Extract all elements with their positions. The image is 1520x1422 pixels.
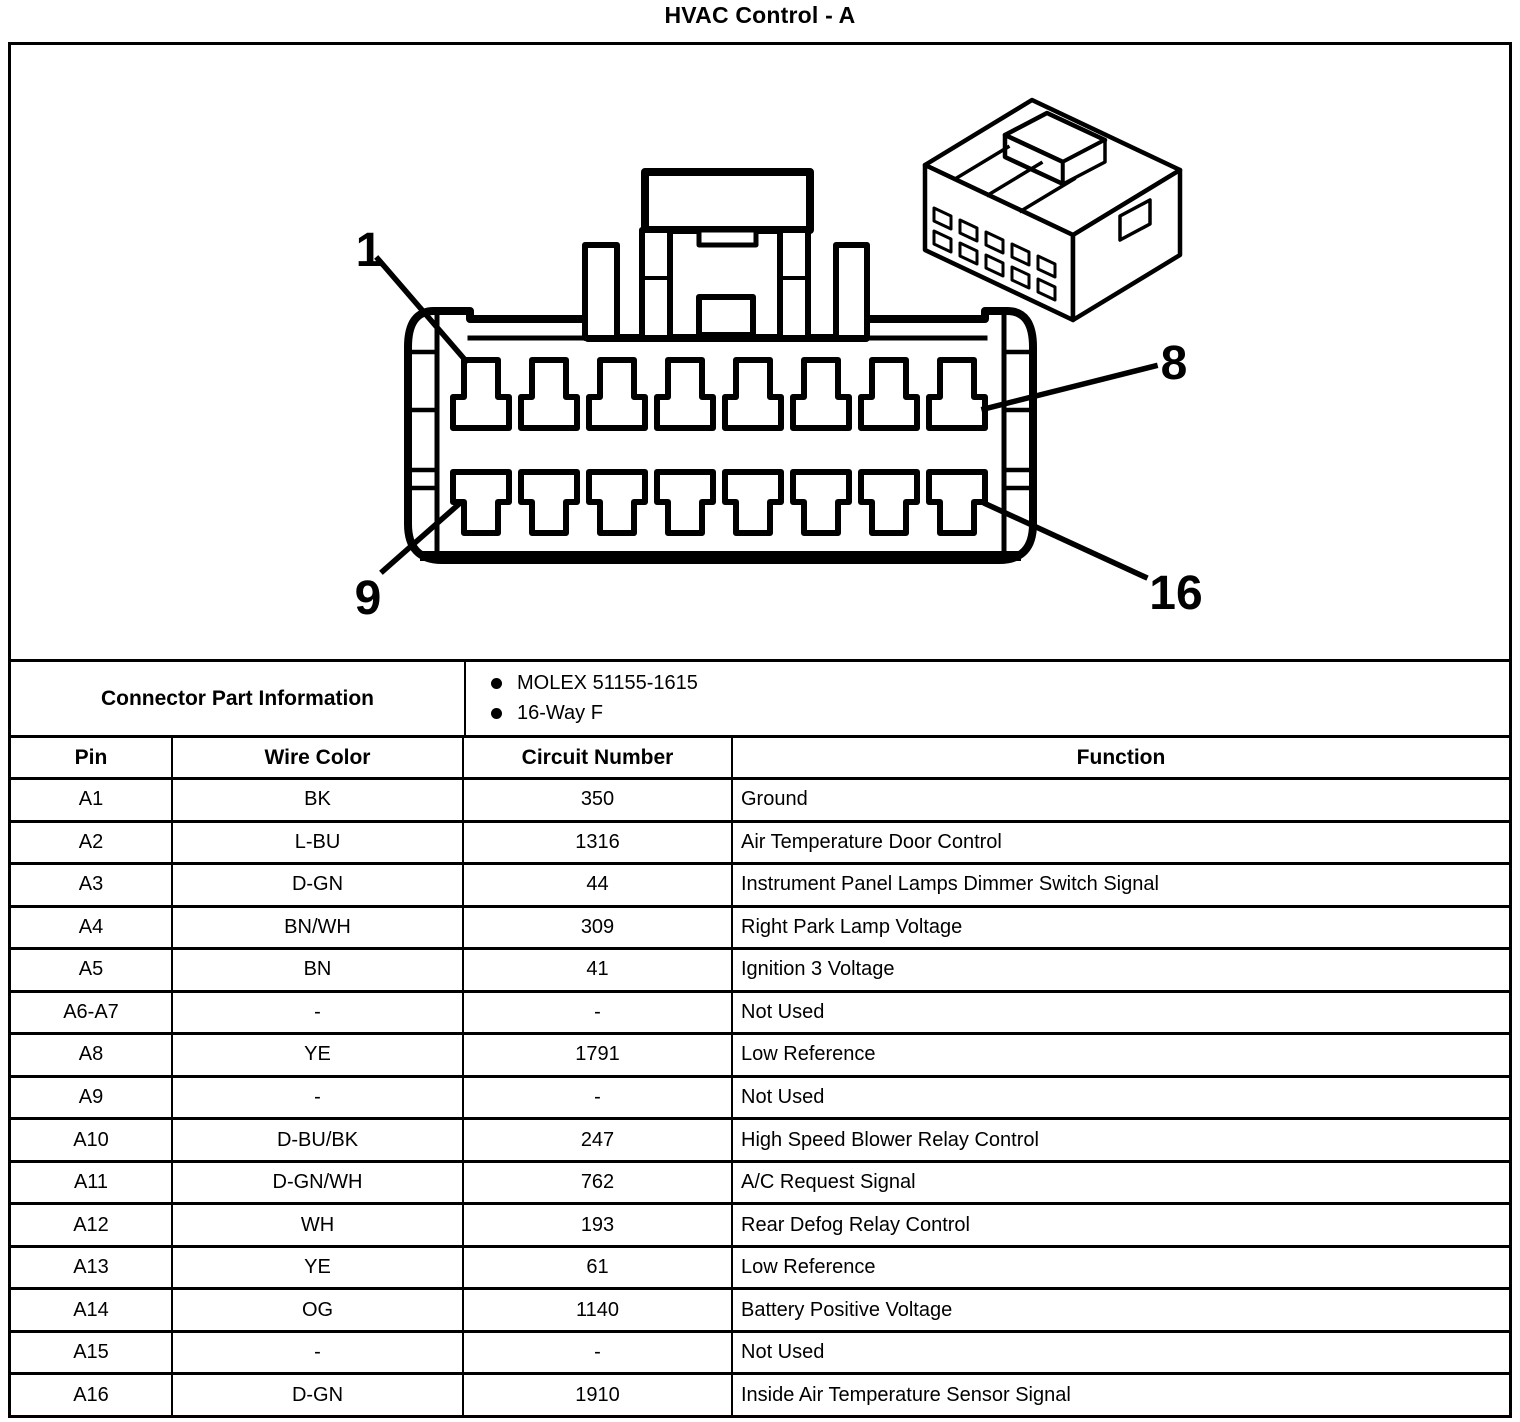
connector-sheet [8, 42, 1512, 1418]
header-function [733, 738, 1509, 777]
cell-circuit: 44 [464, 865, 733, 905]
cell-pin: A6-A7 [11, 993, 173, 1033]
cell-circuit: 1140 [464, 1290, 733, 1330]
pin8-callout: 8 [1160, 337, 1188, 390]
cell-pin: A2 [11, 823, 173, 863]
cell-function: Ignition 3 Voltage [741, 958, 895, 981]
table-row [11, 823, 1509, 866]
cell-circuit: 193 [464, 1205, 733, 1245]
table-body [11, 780, 1509, 1415]
cell-circuit: - [464, 993, 733, 1033]
cell-pin: A12 [11, 1205, 173, 1245]
connector-diagram [11, 45, 1509, 659]
cell-wire-color: YE [173, 1248, 464, 1288]
part-info-item-text: 16-Way F [517, 702, 603, 724]
cell-function: Not Used [741, 1341, 825, 1364]
page-title: HVAC Control - A [664, 2, 856, 28]
cell-wire-color: L-BU [173, 823, 464, 863]
table-row [11, 865, 1509, 908]
cell-pin: A1 [11, 780, 173, 820]
part-info-item-text: MOLEX 51155-1615 [517, 672, 698, 694]
cell-circuit: 350 [464, 780, 733, 820]
cell-circuit: 762 [464, 1163, 733, 1203]
table-row [11, 1333, 1509, 1376]
cell-wire-color: YE [173, 1035, 464, 1075]
cell-wire-color: WH [173, 1205, 464, 1245]
table-row [11, 1120, 1509, 1163]
connector-iso-view [925, 100, 1180, 320]
part-info-item [491, 672, 1509, 695]
table-row [11, 1163, 1509, 1206]
cell-wire-color: D-GN [173, 1375, 464, 1415]
cell-pin: A13 [11, 1248, 173, 1288]
cell-pin: A5 [11, 950, 173, 990]
table-row [11, 993, 1509, 1036]
table-row [11, 1375, 1509, 1415]
cell-function: Instrument Panel Lamps Dimmer Switch Signal [741, 873, 1159, 896]
cell-function: Air Temperature Door Control [741, 830, 1002, 853]
cell-function: Not Used [741, 1000, 825, 1023]
cell-pin: A11 [11, 1163, 173, 1203]
cell-pin: A14 [11, 1290, 173, 1330]
cell-wire-color: - [173, 1333, 464, 1373]
bullet-icon [491, 708, 502, 719]
cell-pin: A4 [11, 908, 173, 948]
part-info-item [491, 702, 1509, 725]
part-info-list [466, 662, 1509, 735]
cell-circuit: 1316 [464, 823, 733, 863]
cell-wire-color: - [173, 1078, 464, 1118]
table-row [11, 1205, 1509, 1248]
cell-wire-color: - [173, 993, 464, 1033]
cell-wire-color: D-BU/BK [173, 1120, 464, 1160]
pin9-callout: 9 [354, 572, 382, 625]
cell-pin: A9 [11, 1078, 173, 1118]
cell-wire-color: OG [173, 1290, 464, 1330]
pin16-callout: 16 [1149, 567, 1203, 620]
cell-circuit: 1791 [464, 1035, 733, 1075]
cell-function: Right Park Lamp Voltage [741, 915, 963, 938]
cell-function: Low Reference [741, 1256, 876, 1279]
cell-wire-color: BN/WH [173, 908, 464, 948]
table-row [11, 1248, 1509, 1291]
cell-function: High Speed Blower Relay Control [741, 1128, 1039, 1151]
cell-wire-color: D-GN/WH [173, 1163, 464, 1203]
cell-wire-color: BN [173, 950, 464, 990]
bullet-icon [491, 678, 502, 689]
cell-circuit: 1910 [464, 1375, 733, 1415]
cell-circuit: 247 [464, 1120, 733, 1160]
diagram-panel [11, 45, 1509, 662]
table-row [11, 950, 1509, 993]
cell-wire-color: D-GN [173, 865, 464, 905]
cell-function: Not Used [741, 1085, 825, 1108]
cell-function: Inside Air Temperature Sensor Signal [741, 1383, 1071, 1406]
cell-pin: A16 [11, 1375, 173, 1415]
cell-circuit: - [464, 1078, 733, 1118]
cell-pin: A3 [11, 865, 173, 905]
cell-pin: A15 [11, 1333, 173, 1373]
pin1-callout: 1 [355, 224, 383, 277]
table-row [11, 1078, 1509, 1121]
cell-circuit: 41 [464, 950, 733, 990]
table-row [11, 908, 1509, 951]
cell-function: Low Reference [741, 1043, 876, 1066]
cell-function: Rear Defog Relay Control [741, 1213, 970, 1236]
cell-function: A/C Request Signal [741, 1171, 916, 1194]
cell-function: Ground [741, 788, 808, 811]
header-function-label: Function [1076, 745, 1166, 769]
cell-function: Battery Positive Voltage [741, 1298, 953, 1321]
cell-pin: A10 [11, 1120, 173, 1160]
cell-circuit: 309 [464, 908, 733, 948]
header-pin: Pin [11, 738, 173, 777]
cell-pin: A8 [11, 1035, 173, 1075]
part-info-label: Connector Part Information [11, 662, 466, 735]
table-header-row [11, 738, 1509, 780]
header-wire-color: Wire Color [173, 738, 464, 777]
table-row [11, 1290, 1509, 1333]
table-row [11, 780, 1509, 823]
cell-circuit: - [464, 1333, 733, 1373]
header-circuit-number: Circuit Number [464, 738, 733, 777]
table-row [11, 1035, 1509, 1078]
cell-wire-color: BK [173, 780, 464, 820]
cell-circuit: 61 [464, 1248, 733, 1288]
part-info-row [11, 662, 1509, 738]
